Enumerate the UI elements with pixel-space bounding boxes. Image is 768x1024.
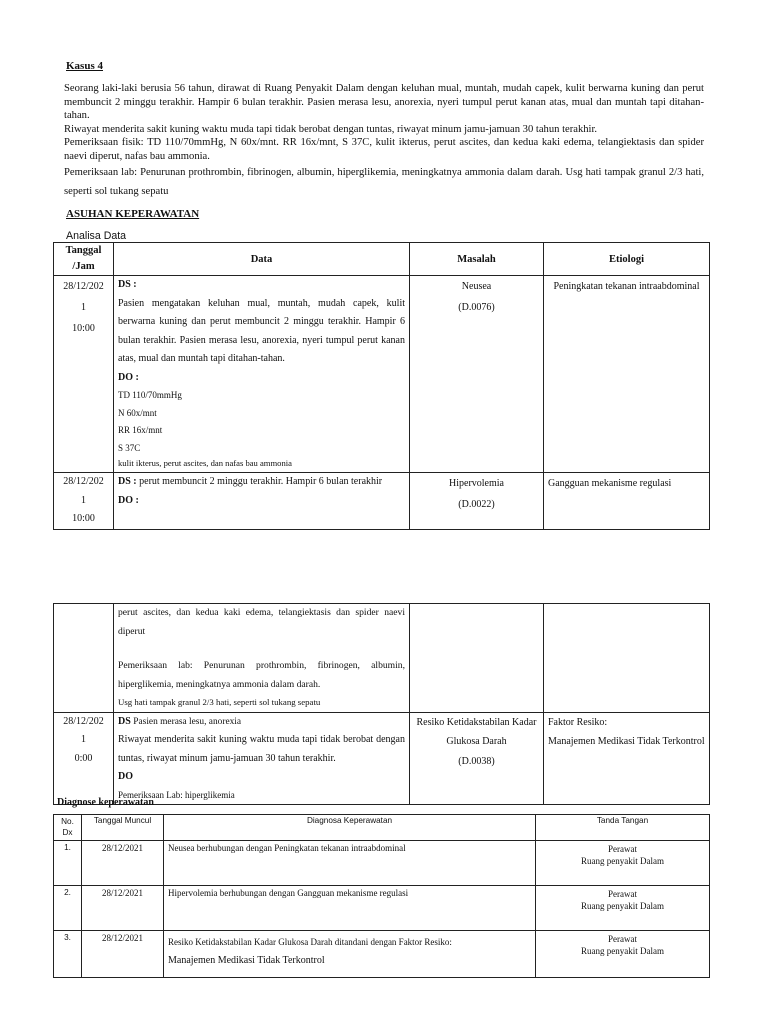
scenario-paragraph: Riwayat menderita sakit kuning waktu muda tapi tidak berobat dengan tuntas, riwayat minum jamu-jamuan 30 tahun terakhir.: [64, 123, 598, 135]
header-data: Data: [114, 243, 410, 276]
header-no-line1: No.: [61, 817, 74, 826]
dx-sign: [536, 886, 710, 931]
dx-text-line: Resiko Ketidakstabilan Kadar Glukosa Darah ditandani dengan Faktor Resiko:: [168, 937, 452, 947]
row-date: [54, 276, 114, 473]
date-line: 28/12/202: [63, 281, 104, 292]
header-tanggal-line2: /Jam: [72, 261, 95, 272]
date-line: 28/12/202: [63, 476, 104, 487]
header-tanggal-line1: Tanggal: [65, 245, 102, 256]
masalah-code: (D.0076): [458, 302, 495, 313]
do-item: Pemeriksaan Lab: hiperglikemia: [118, 789, 235, 800]
time-line: 0:00: [74, 752, 93, 764]
diagnosis-title: Diagnose keperawatan: [57, 797, 154, 808]
scenario-paragraph: Pemeriksaan lab: Penurunan prothrombin, fibrinogen, albumin, hiperglikemia, meningkatnya ammonia dalam darah. Usg hati tampak granul 2/3 hati, seperti sol tukang sepatu: [64, 167, 704, 197]
dx-no: 3.: [54, 931, 82, 978]
row-date: [54, 473, 114, 530]
do-item: RR 16x/mnt: [118, 425, 163, 435]
ds-label: DS: [118, 715, 131, 727]
table-row: [54, 931, 710, 978]
row-etiologi: Peningkatan tekanan intraabdominal: [544, 276, 710, 473]
analysis-header-row: [54, 243, 710, 276]
masalah-text: Resiko Ketidakstabilan Kadar Glukosa Darah: [416, 716, 537, 747]
table-row: [54, 712, 710, 805]
case-scenario: [64, 82, 704, 201]
ds-label: DS :: [118, 279, 137, 290]
sign-line: Ruang penyakit Dalam: [581, 856, 664, 866]
row-etiologi: [544, 604, 710, 713]
sign-line: Ruang penyakit Dalam: [581, 901, 664, 911]
do-label: DO: [118, 771, 133, 782]
dx-text: [164, 931, 536, 978]
header-date: Tanggal Muncul: [82, 815, 164, 841]
case-title: Kasus 4: [66, 60, 103, 72]
sign-line: Perawat: [608, 889, 637, 899]
header-no: [54, 815, 82, 841]
row-data: [114, 473, 410, 530]
row-masalah: [410, 604, 544, 713]
header-masalah: Masalah: [410, 243, 544, 276]
sign-line: Ruang penyakit Dalam: [581, 946, 664, 956]
dx-date: 28/12/2021: [82, 841, 164, 886]
header-no-line2: Dx: [62, 828, 73, 837]
time-line: 10:00: [72, 513, 95, 524]
dx-text: Hipervolemia berhubungan dengan Gangguan mekanisme regulasi: [164, 886, 536, 931]
row-etiologi: Gangguan mekanisme regulasi: [544, 473, 710, 530]
scenario-paragraph: Pemeriksaan fisik: TD 110/70mmHg, N 60x/mnt. RR 16x/mnt, S 37C, kulit ikterus, perut ascites, dan kedua kaki edema, telangiektasis dan spider naevi diperut, nafas bau ammonia.: [64, 137, 704, 162]
etiologi-line: Faktor Resiko:: [548, 716, 608, 728]
data-text: Pemeriksaan lab: Penurunan prothrombin, fibrinogen, albumin, hiperglikemia, meningkatnya ammonia dalam darah.: [118, 660, 405, 690]
analysis-label: Analisa Data: [66, 230, 127, 242]
nursing-heading: ASUHAN KEPERAWATAN: [66, 208, 200, 220]
date-line: 28/12/202: [63, 715, 104, 727]
scenario-paragraph: Seorang laki-laki berusia 56 tahun, dirawat di Ruang Penyakit Dalam dengan keluhan mual, muntah, mudah capek, kulit berwarna kuning dan perut membuncit 2 minggu terakhir. Hampir 6 bulan terakhir. Pasien merasa lesu, anorexia, nyeri tumpul perut kanan atas, mual dan muntah tapi ditahan-tahan.: [64, 83, 704, 121]
diagnosis-header-row: [54, 815, 710, 841]
masalah-text: Neusea: [461, 281, 492, 292]
row-data: [114, 604, 410, 713]
dx-date: 28/12/2021: [82, 886, 164, 931]
data-text: Usg hati tampak granul 2/3 hati, seperti sol tukang sepatu: [118, 697, 321, 707]
row-masalah: [410, 473, 544, 530]
date-line: 1: [81, 302, 86, 313]
ds-text: perut membuncit 2 minggu terakhir. Hampir 6 bulan terakhir: [139, 476, 383, 487]
time-line: 10:00: [72, 323, 95, 334]
table-row: [54, 276, 710, 473]
analysis-table-continued: [53, 603, 710, 805]
diagnosis-table: [53, 814, 710, 978]
dx-no: 1.: [54, 841, 82, 886]
row-date: [54, 604, 114, 713]
ds-text: Riwayat menderita sakit kuning waktu muda tapi tidak berobat dengan tuntas, riwayat minum jamu-jamuan 30 tahun terakhir.: [118, 734, 405, 764]
header-tanggal: [54, 243, 114, 276]
do-item: N 60x/mnt: [118, 407, 157, 418]
do-item: kulit ikterus, perut ascites, dan nafas bau ammonia: [118, 458, 292, 468]
row-etiologi: [544, 712, 710, 805]
masalah-code: (D.0022): [458, 499, 495, 510]
ds-text: Pasien mengatakan keluhan mual, muntah, mudah capek, kulit berwarna kuning dan perut membuncit 2 minggu terakhir. Hampir 6 bulan terakhir. Pasien merasa lesu, anorexia, nyeri tumpul perut kanan atas, mual dan muntah tapi ditahan-tahan.: [118, 297, 405, 364]
masalah-text: Hipervolemia: [449, 478, 504, 489]
header-ttd: Tanda Tangan: [536, 815, 710, 841]
header-diagnosa: Diagnosa Keperawatan: [164, 815, 536, 841]
data-text: perut ascites, dan kedua kaki edema, telangiektasis dan spider naevi diperut: [118, 607, 405, 637]
dx-no: 2.: [54, 886, 82, 931]
ds-text: Pasien merasa lesu, anorexia: [133, 716, 242, 727]
do-label: DO :: [118, 371, 139, 383]
row-date: [54, 712, 114, 805]
ds-label: DS :: [118, 476, 137, 487]
sign-line: Perawat: [608, 934, 637, 944]
row-masalah: [410, 712, 544, 805]
row-data: [114, 276, 410, 473]
do-item: TD 110/70mmHg: [118, 390, 182, 400]
sign-line: Perawat: [608, 844, 637, 854]
masalah-code: (D.0038): [458, 755, 495, 767]
row-masalah: [410, 276, 544, 473]
table-row: [54, 841, 710, 886]
table-row: [54, 604, 710, 713]
etiologi-line: Manajemen Medikasi Tidak Terkontrol: [548, 736, 705, 747]
analysis-table: [53, 242, 710, 530]
dx-sign: [536, 841, 710, 886]
date-line: 1: [81, 734, 86, 745]
row-data: [114, 712, 410, 805]
date-line: 1: [81, 494, 86, 506]
dx-text: Neusea berhubungan dengan Peningkatan tekanan intraabdominal: [164, 841, 536, 886]
dx-date: 28/12/2021: [82, 931, 164, 978]
dx-sign: [536, 931, 710, 978]
header-etiologi: Etiologi: [544, 243, 710, 276]
table-row: [54, 473, 710, 530]
table-row: [54, 886, 710, 931]
do-label: DO :: [118, 494, 139, 506]
do-item: S 37C: [118, 442, 141, 453]
dx-text-line: Manajemen Medikasi Tidak Terkontrol: [168, 955, 325, 966]
